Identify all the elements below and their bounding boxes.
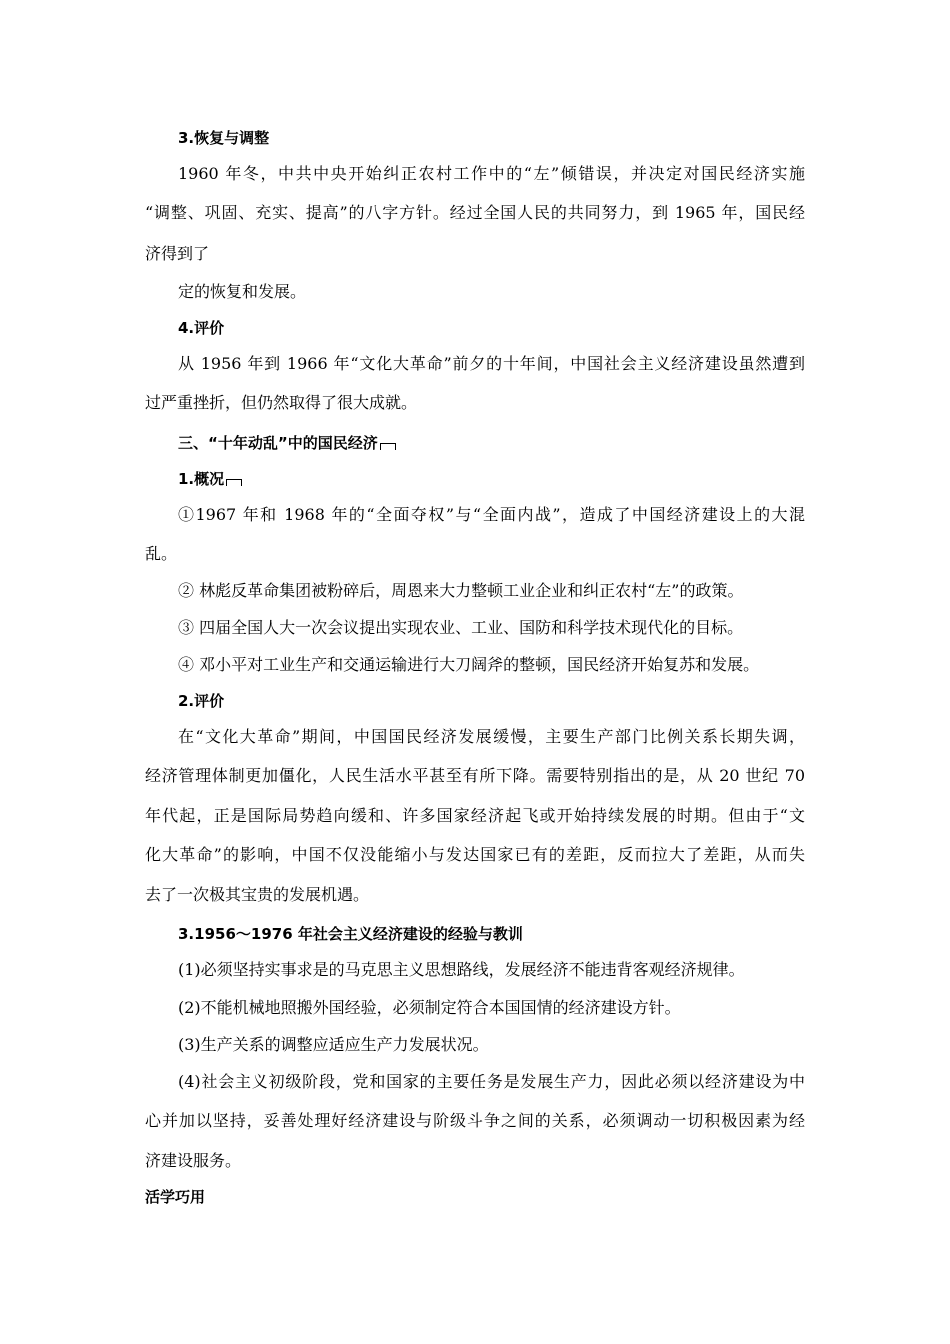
heading-overview	[178, 469, 805, 489]
list-item-line: 乱。	[145, 544, 178, 563]
paragraph-line: 去了一次极其宝贵的发展机遇。	[145, 885, 370, 904]
list-item: ② 林彪反革命集团被粉碎后，周恩来大力整顿工业企业和纠正农村“左”的政策。	[178, 581, 744, 600]
paragraph-line: 化大革命”的影响，中国不仅没能缩小与发达国家已有的差距，反而拉大了差距，从而失	[145, 845, 805, 864]
heading-recovery-adjustment: 3.恢复与调整	[178, 129, 270, 147]
heading-evaluation-2: 2.评价	[178, 692, 225, 710]
heading-section-three	[178, 433, 805, 453]
list-item-line: 济建设服务。	[145, 1151, 242, 1170]
list-item-line: (4)社会主义初级阶段，党和国家的主要任务是发展生产力，因此必须以经济建设为中	[178, 1072, 805, 1091]
heading-overview-text: 1.概况	[178, 470, 225, 488]
paragraph-line: 1960 年冬，中共中央开始纠正农村工作中的“左”倾错误，并决定对国民经济实施	[178, 164, 805, 183]
list-item: (1)必须坚持实事求是的马克思主义思想路线，发展经济不能违背客观经济规律。	[178, 960, 745, 979]
list-item: ③ 四届全国人大一次会议提出实现农业、工业、国防和科学技术现代化的目标。	[178, 618, 744, 637]
paragraph-line: 经济管理体制更加僵化，人民生活水平甚至有所下降。需要特别指出的是，从 20 世纪 70	[145, 766, 805, 785]
heading-practice: 活学巧用	[145, 1188, 206, 1206]
bracket-mark-icon	[380, 443, 396, 450]
list-item: ④ 邓小平对工业生产和交通运输进行大刀阔斧的整顿，国民经济开始复苏和发展。	[178, 655, 760, 674]
heading-evaluation-4: 4.评价	[178, 319, 225, 337]
paragraph-line: 从 1956 年到 1966 年“文化大革命”前夕的十年间，中国社会主义经济建设虽然遭到	[178, 354, 805, 373]
paragraph-line: 年代起，正是国际局势趋向缓和、许多国家经济起飞或开始持续发展的时期。但由于“文	[145, 806, 805, 825]
heading-lessons: 3.1956～1976 年社会主义经济建设的经验与教训	[178, 925, 523, 943]
list-item-line: 心并加以坚持，妥善处理好经济建设与阶级斗争之间的关系，必须调动一切积极因素为经	[145, 1111, 805, 1130]
paragraph-line: 在“文化大革命”期间，中国国民经济发展缓慢，主要生产部门比例关系长期失调，	[178, 727, 805, 746]
bracket-mark-icon	[226, 479, 242, 486]
paragraph-line: “调整、巩固、充实、提高”的八字方针。经过全国人民的共同努力，到 1965 年，国民经	[145, 203, 805, 222]
paragraph-line: 过严重挫折，但仍然取得了很大成就。	[145, 393, 418, 412]
heading-section-three-text: 三、“十年动乱”中的国民经济	[178, 434, 378, 452]
list-item: (2)不能机械地照搬外国经验，必须制定符合本国国情的经济建设方针。	[178, 998, 681, 1017]
list-item: (3)生产关系的调整应适应生产力发展状况。	[178, 1035, 489, 1054]
paragraph-line: 定的恢复和发展。	[178, 282, 307, 301]
list-item-line: ①1967 年和 1968 年的“全面夺权”与“全面内战”，造成了中国经济建设上的大混	[178, 505, 805, 524]
paragraph-line: 济得到了	[145, 244, 210, 263]
